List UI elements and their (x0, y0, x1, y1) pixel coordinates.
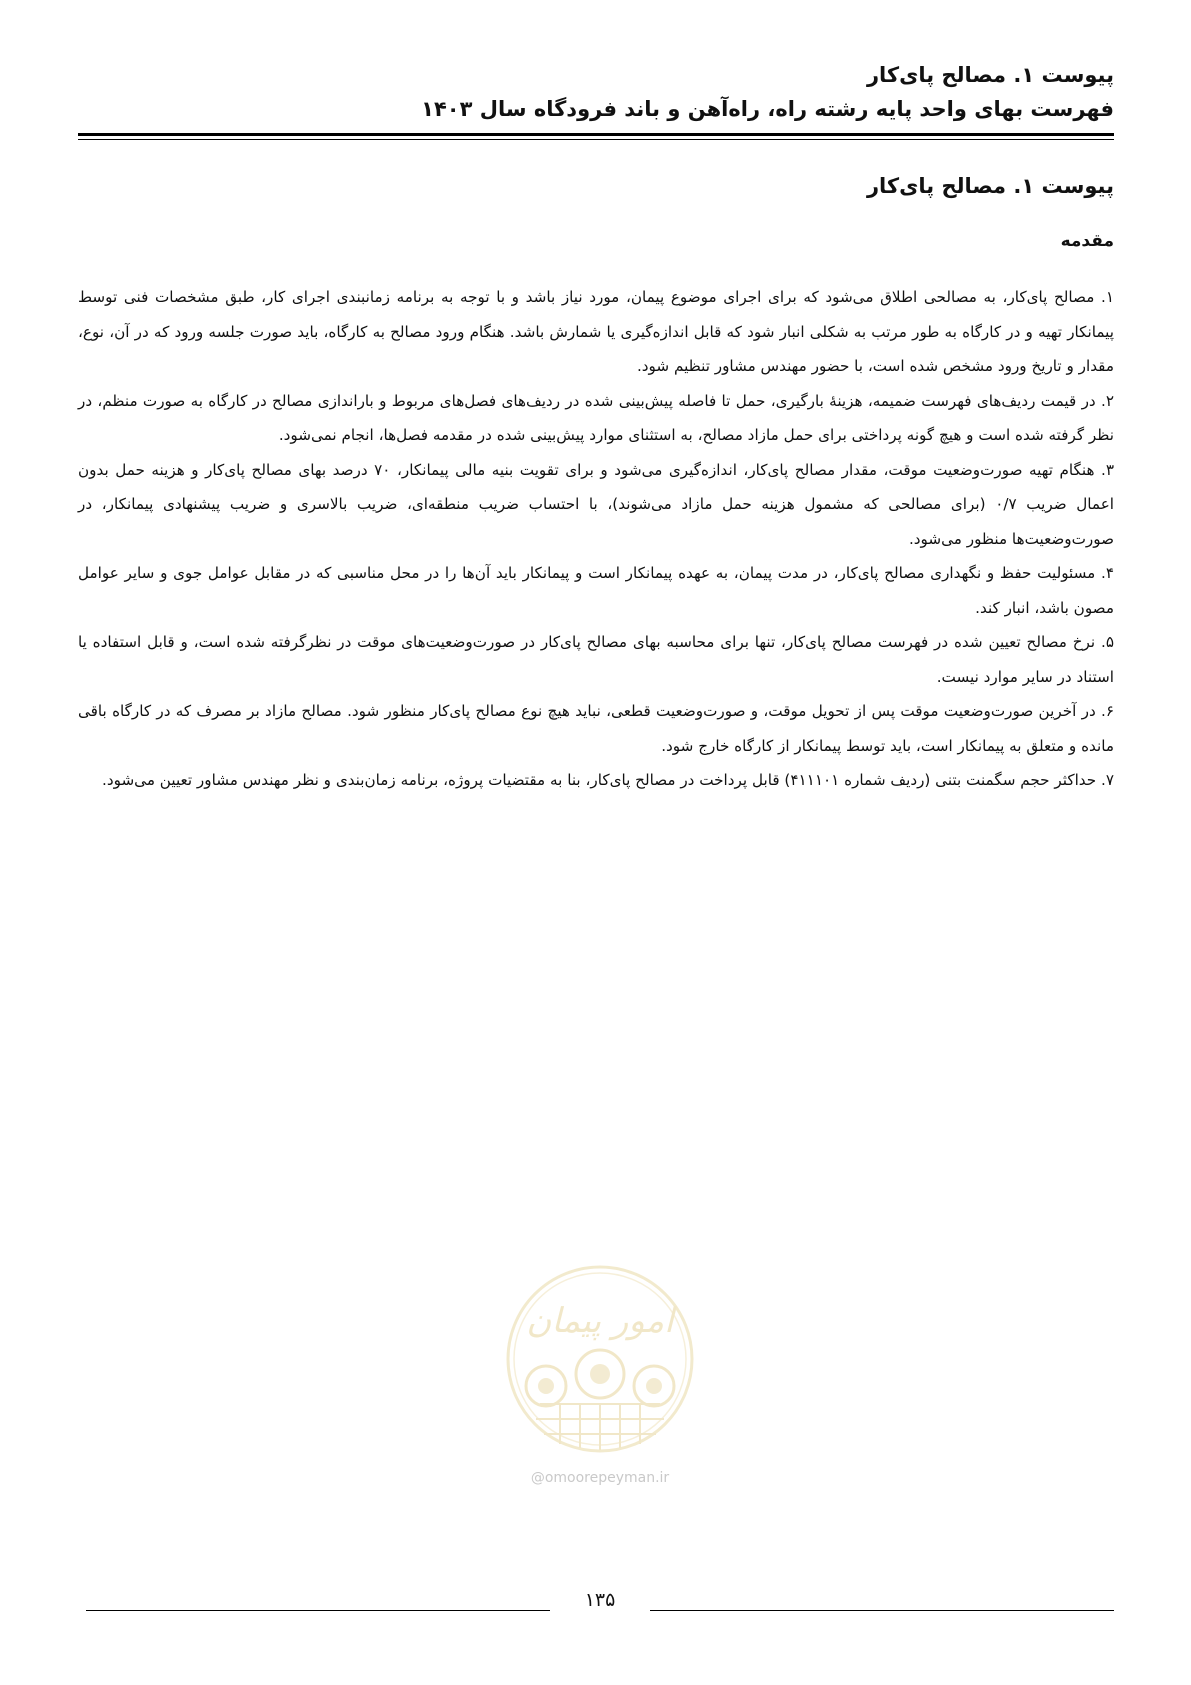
header-document-title: فهرست بهای واحد پایه رشته راه، راه‌آهن و باند فرودگاه سال ۱۴۰۳ (421, 97, 1114, 121)
header-rule-thin (78, 139, 1114, 140)
header-rule-thick (78, 133, 1114, 136)
footer-rule-right (650, 1610, 1114, 1611)
section-title: پیوست ۱. مصالح پای‌کار (866, 174, 1114, 198)
footer-rule-left (86, 1610, 550, 1611)
page-number: ۱۳۵ (584, 1589, 616, 1611)
paragraph-2: ۲. در قیمت ردیف‌های فهرست ضمیمه، هزینهٔ بارگیری، حمل تا فاصله پیش‌بینی شده در ردیف‌های فصل‌های مربوط و باراندازی مصالح در کارگاه به صورت منظم، در نظر گرفته شده است و هیچ گونه پرداختی برای حمل مازاد مصالح، به استثنای موارد پیش‌بینی شده در مقدمه فصل‌ها، انجام نمی‌شود. (78, 391, 1114, 444)
paragraph-4: ۴. مسئولیت حفظ و نگهداری مصالح پای‌کار، در مدت پیمان، به عهده پیمانکار است و پیمانکار باید آن‌ها را در محل مناسبی که در مقابل عوامل جوی و سایر عوامل مصون باشد، انبار کند. (78, 564, 1114, 617)
paragraph-6: ۶. در آخرین صورت‌وضعیت موقت پس از تحویل موقت، و صورت‌وضعیت قطعی، نباید هیچ نوع مصالح پای‌کار منظور شود. مصالح مازاد بر مصرف که در کارگاه باقی مانده و متعلق به پیمانکار است، باید توسط پیمانکار از کارگاه خارج شود. (78, 702, 1114, 755)
paragraph-5: ۵. نرخ مصالح تعیین شده در فهرست مصالح پای‌کار، تنها برای محاسبه بهای مصالح پای‌کار در صورت‌وضعیت‌های موقت در نظرگرفته شده است، و قابل استفاده یا استناد در سایر موارد نیست. (78, 633, 1114, 686)
watermark-logo (500, 1254, 700, 1484)
introduction-heading: مقدمه (1060, 231, 1114, 251)
running-header (78, 58, 1114, 126)
header-appendix-title: پیوست ۱. مصالح پای‌کار (866, 63, 1114, 87)
paragraph-7: ۷. حداکثر حجم سگمنت بتنی (ردیف شماره ۴۱۱۱۰۱) قابل پرداخت در مصالح پای‌کار، بنا به مقتضیات پروژه، برنامه زمان‌بندی و نظر مهندس مشاور تعیین می‌شود. (102, 771, 1114, 789)
watermark-caption: @omoorepeyman.ir (530, 1470, 670, 1486)
body-text (78, 280, 1114, 798)
paragraph-1: ۱. مصالح پای‌کار، به مصالحی اطلاق می‌شود که برای اجرای موضوع پیمان، مورد نیاز باشد و با توجه به برنامه زمانبندی اجرای کار، طبق مشخصات فنی توسط پیمانکار تهیه و در کارگاه به طور مرتب به شکلی انبار شود که قابل اندازه‌گیری یا شمارش باشد. هنگام ورود مصالح به کارگاه، باید صورت جلسه ورود که در آن، نوع، مقدار و تاریخ ورود مشخص شده است، با حضور مهندس مشاور تنظیم شود. (78, 288, 1114, 375)
svg-text:امور پیمان: امور پیمان (526, 1301, 674, 1341)
paragraph-3: ۳. هنگام تهیه صورت‌وضعیت موقت، مقدار مصالح پای‌کار، اندازه‌گیری می‌شود و برای تقویت بنیه مالی پیمانکار، ۷۰ درصد بهای مصالح پای‌کار و هزینه حمل بدون اعمال ضریب ۰/۷ (برای مصالحی که مشمول هزینه حمل مازاد می‌شوند)، با احتساب ضریب منطقه‌ای، ضریب بالاسری و ضریب پیشنهادی پیمانکار، در صورت‌وضعیت‌ها منظور می‌شود. (78, 460, 1114, 548)
